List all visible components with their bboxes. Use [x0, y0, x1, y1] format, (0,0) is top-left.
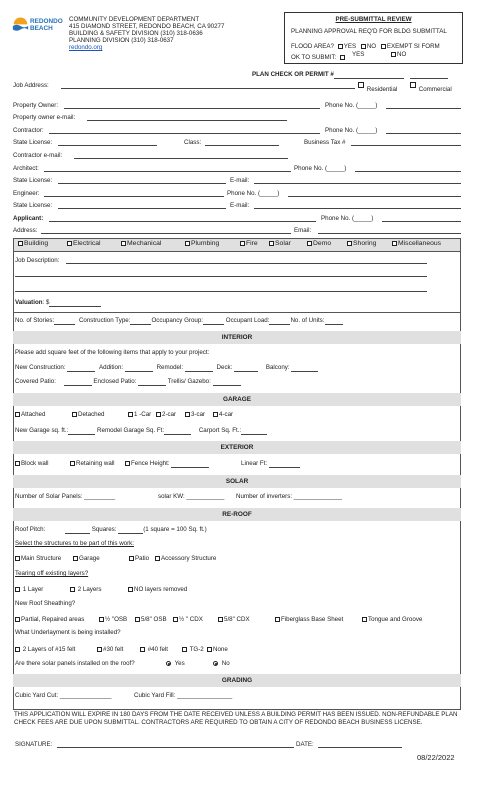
architect-email-input[interactable]: [254, 178, 461, 184]
structure-label: Main Structure: [21, 555, 62, 563]
squares-note: (1 square = 100 Sq. ft.): [143, 526, 207, 533]
structure-checkbox[interactable]: [15, 556, 20, 561]
underlayment-checkbox[interactable]: [97, 647, 102, 652]
deck-input[interactable]: [234, 366, 258, 372]
interior-row2: [15, 379, 241, 386]
work-type-plumbing[interactable]: [185, 240, 219, 248]
linear-ft-label: Linear Ft:: [241, 460, 268, 467]
ok-submit-row: [291, 55, 346, 62]
sheathing-checkbox[interactable]: [173, 617, 178, 622]
contractor-phone-label: Phone No. (_____): [325, 127, 378, 134]
underlayment-40[interactable]: [140, 647, 168, 654]
interior-row1: [15, 365, 318, 372]
sheathing-label: 5/8" CDX: [224, 616, 250, 624]
trellis-label: Trellis/ Gazebo:: [167, 378, 211, 385]
expiration-notice: THIS APPLICATION WILL EXPIRE IN 180 DAYS FROM THE DATE RECEIVED UNLESS A BUILDING PERMIT HAS BEEN ISSUED. NON-REFUNDABLE PLAN CHECK FEES ARE DUE UPON SUBMITTAL. CONTRACTORS ARE REQUIRED TO OBTAIN A CITY OF REDONDO BEACH BUSINESS LICENSE.: [14, 711, 458, 727]
applicant-email-input[interactable]: [318, 228, 461, 234]
engineer-phone-label: Phone No. (_____): [227, 190, 280, 197]
work-type-shoring[interactable]: [347, 240, 376, 248]
residential-label: Residential: [366, 86, 398, 93]
sheathing-half-osb[interactable]: [99, 617, 127, 624]
occupancy-group-label: Occupancy Group:: [151, 317, 204, 324]
structure-main[interactable]: [15, 556, 61, 563]
layers-2[interactable]: [70, 587, 101, 594]
three-car-label: 3-car: [191, 411, 206, 419]
org-name-line2: BEACH: [30, 25, 53, 32]
work-type-checkbox[interactable]: [67, 241, 72, 246]
underlayment-checkbox[interactable]: [207, 647, 212, 652]
flood-yes-checkbox[interactable]: [338, 44, 343, 49]
work-type-label: Electrical: [73, 240, 101, 247]
structure-accessory[interactable]: [155, 556, 216, 563]
linear-ft-input[interactable]: [269, 462, 300, 468]
reroof-header: RE-ROOF: [13, 508, 461, 521]
class-input[interactable]: [205, 140, 279, 146]
architect-license-input[interactable]: [58, 178, 226, 184]
solar-kw: solar KW: ___________: [158, 493, 225, 500]
architect-license-label: State License:: [13, 177, 53, 184]
planning-division: PLANNING DIVISION (310) 318-0637: [69, 37, 174, 44]
structure-label: Patio: [135, 555, 150, 563]
squares-input[interactable]: [118, 528, 143, 534]
contractor-email-input[interactable]: [74, 153, 288, 159]
structure-checkbox[interactable]: [155, 556, 160, 561]
remodel-label: Remodel:: [156, 364, 184, 371]
ok-no-label: NO: [397, 51, 407, 59]
occupant-load-label: Occupant Load:: [225, 317, 270, 324]
building-division: BUILDING & SAFETY DIVISION (310) 318-0636: [69, 30, 203, 37]
layer-label: 1 Layer: [22, 586, 44, 594]
stories-label: No. of Stories:: [15, 317, 55, 324]
four-car-label: 4-car: [219, 411, 234, 419]
work-type-checkbox[interactable]: [347, 241, 352, 246]
stats-row: [15, 318, 343, 325]
sheathing-fiberglass[interactable]: [275, 617, 343, 624]
construction-type-label: Construction Type:: [78, 317, 131, 324]
plan-check-input[interactable]: [334, 73, 404, 79]
flood-area-row: [291, 44, 440, 51]
layer-checkbox[interactable]: [15, 587, 20, 592]
work-type-fire[interactable]: [240, 240, 258, 248]
solar-roof-question: Are there solar panels installed on the roof?: [15, 660, 135, 667]
contractor-phone-input[interactable]: [386, 128, 461, 134]
engineer-license-input[interactable]: [58, 203, 226, 209]
block-wall-checkbox[interactable]: [15, 461, 20, 466]
yes-radio[interactable]: [166, 661, 171, 666]
work-type-label: Solar: [275, 240, 291, 247]
underlayment-label: What Underlayment is being installed?: [15, 629, 121, 636]
sheathing-label: Tongue and Groove: [368, 616, 423, 624]
underlayment-15[interactable]: [15, 647, 75, 654]
planning-approval-text: PLANNING APPROVAL REQ'D FOR BLDG SUBMITTAL: [291, 28, 447, 35]
residential-option[interactable]: [358, 82, 397, 91]
structure-patio[interactable]: [129, 556, 149, 563]
interior-instruction: Please add square feet of the following items that apply to your project:: [15, 349, 210, 356]
work-type-building[interactable]: [18, 240, 48, 248]
tearing-off-label: Tearing off existing layers?: [15, 570, 89, 577]
new-construction-input[interactable]: [67, 366, 95, 372]
redondo-beach-logo: [12, 15, 29, 32]
linear-ft-row: [241, 461, 300, 468]
architect-phone-label: Phone No. (_____): [294, 165, 347, 172]
garage-1car[interactable]: [128, 412, 151, 419]
units-label: No. of Units:: [290, 317, 325, 324]
commercial-label: Commercial: [418, 86, 452, 93]
remodel-garage-label: Remodel Garage Sq. Ft:: [97, 427, 165, 434]
garage-2car[interactable]: [156, 412, 176, 419]
sheathing-58-osb[interactable]: [135, 617, 167, 624]
plan-check-label: PLAN CHECK OR PERMIT #: [252, 71, 334, 78]
balcony-label: Balcony:: [265, 364, 290, 371]
exterior-fence[interactable]: [125, 461, 209, 468]
exempt-checkbox[interactable]: [381, 44, 386, 49]
sheathing-label: Partial, Repaired areas: [21, 616, 85, 624]
job-description-label: Job Description:: [15, 257, 60, 264]
valuation-input[interactable]: [49, 301, 101, 307]
attached-label: Attached: [21, 411, 46, 419]
solar-roof-no[interactable]: [213, 661, 230, 668]
solar-panels: Number of Solar Panels: _________: [15, 493, 116, 500]
engineer-license-label: State License:: [13, 202, 53, 209]
squares-label: Squares:: [91, 526, 117, 533]
engineer-phone-input[interactable]: [288, 191, 461, 197]
job-description-line2[interactable]: [15, 271, 427, 277]
architect-input[interactable]: [44, 166, 291, 172]
applicant-email-label: Email:: [294, 227, 312, 234]
contractor-input[interactable]: [49, 128, 320, 134]
valuation-row: [15, 300, 101, 307]
solar-inverters: Number of inverters: ______________: [236, 493, 342, 500]
ok-yes-label: YES: [352, 51, 365, 58]
underlayment-option-label: 2 Layers of #15 felt: [22, 646, 76, 654]
three-car-checkbox[interactable]: [185, 412, 190, 417]
work-type-checkbox[interactable]: [185, 241, 190, 246]
signature-label: SIGNATURE:: [15, 741, 53, 748]
commercial-option[interactable]: [410, 82, 452, 91]
roof-pitch-input[interactable]: [65, 528, 90, 534]
work-type-label: Miscellaneous: [398, 240, 442, 247]
website-link[interactable]: redondo.org: [69, 44, 103, 51]
plan-check-row: [252, 72, 448, 79]
balcony-input[interactable]: [291, 366, 318, 372]
retaining-wall-label: Retaining wall: [76, 460, 115, 468]
garage-detached[interactable]: [72, 412, 105, 419]
retaining-wall-checkbox[interactable]: [70, 461, 75, 466]
flood-yes-label: YES: [343, 43, 357, 51]
job-address-input[interactable]: [61, 83, 355, 89]
engineer-label: Engineer:: [13, 190, 40, 197]
one-car-checkbox[interactable]: [128, 412, 133, 417]
work-type-checkbox[interactable]: [307, 241, 312, 246]
exterior-header: EXTERIOR: [13, 441, 461, 454]
form-revision-date: 08/22/2022: [417, 753, 455, 762]
ok-no-checkbox[interactable]: [391, 52, 396, 57]
exempt-label: EXEMPT SI FORM: [386, 43, 440, 51]
occupancy-group-input[interactable]: [203, 319, 224, 325]
structure-checkbox[interactable]: [73, 556, 78, 561]
work-type-mechanical[interactable]: [121, 240, 161, 248]
cubic-yard-cut: Cubic Yard Cut: _______________: [15, 692, 112, 699]
fence-height-input[interactable]: [171, 462, 209, 468]
business-tax-label: Business Tax #: [304, 139, 346, 146]
contractor-license-label: State License:: [13, 139, 53, 146]
engineer-email-label: E-mail:: [230, 202, 250, 209]
engineer-input[interactable]: [44, 191, 224, 197]
underlayment-checkbox[interactable]: [182, 647, 187, 652]
stories-input[interactable]: [54, 319, 75, 325]
applicant-phone-input[interactable]: [382, 216, 461, 222]
valuation-label: Valuation: [15, 299, 43, 306]
new-garage-label: New Garage sq. ft.:: [15, 427, 69, 434]
work-type-checkbox[interactable]: [269, 241, 274, 246]
sheathing-checkbox[interactable]: [99, 617, 104, 622]
garage-attached[interactable]: [15, 412, 45, 419]
underlayment-none[interactable]: [207, 647, 228, 654]
deck-label: Deck:: [216, 364, 233, 371]
new-construction-label: New Construction:: [15, 364, 66, 371]
owner-phone-input[interactable]: [386, 103, 461, 109]
work-type-label: Fire: [246, 240, 258, 247]
garage-3car[interactable]: [185, 412, 205, 419]
no-label: No: [221, 660, 230, 668]
units-input[interactable]: [325, 319, 343, 325]
underlayment-option-label: #30 felt: [103, 646, 124, 654]
roof-pitch-row: [15, 527, 207, 534]
exterior-retaining-wall[interactable]: [70, 461, 115, 468]
contractor-license-input[interactable]: [58, 140, 157, 146]
work-type-checkbox[interactable]: [18, 241, 23, 246]
enclosed-patio-input[interactable]: [138, 380, 166, 386]
sheathing-label: Fiberglass Base Sheet: [281, 616, 344, 624]
solar-header: SOLAR: [13, 475, 461, 488]
sheathing-label: ½ " CDX: [179, 616, 203, 624]
sheathing-checkbox[interactable]: [218, 617, 223, 622]
solar-roof-yes[interactable]: [166, 661, 185, 668]
underlayment-option-label: #40 felt: [147, 646, 169, 654]
structure-label: Accessory Structure: [161, 555, 217, 563]
work-type-label: Building: [24, 240, 49, 247]
garage-header: GARAGE: [13, 393, 461, 406]
work-type-label: Demo: [313, 240, 332, 247]
sheathing-partial[interactable]: [15, 617, 84, 624]
work-type-solar[interactable]: [269, 240, 291, 248]
occupant-load-input[interactable]: [269, 319, 290, 325]
work-type-label: Mechanical: [127, 240, 162, 247]
exterior-block-wall[interactable]: [15, 461, 49, 468]
layer-checkbox[interactable]: [70, 587, 75, 592]
one-car-label: 1 -Car: [134, 411, 152, 419]
carport-label: Carport Sq. Ft.:: [198, 427, 242, 434]
dept-address: 415 DIAMOND STREET, REDONDO BEACH, CA 90277: [69, 23, 225, 30]
work-type-label: Plumbing: [191, 240, 220, 247]
sheathing-58-cdx[interactable]: [218, 617, 250, 624]
interior-header: INTERIOR: [13, 331, 461, 344]
sheathing-half-cdx[interactable]: [173, 617, 203, 624]
org-name-line1: REDONDO: [30, 18, 63, 25]
two-car-checkbox[interactable]: [156, 412, 161, 417]
applicant-phone-label: Phone No. (_____): [321, 215, 374, 222]
ok-yes-checkbox[interactable]: [340, 55, 345, 60]
addition-label: Addition:: [99, 364, 124, 371]
owner-email-label: Property owner e-mail:: [13, 114, 76, 121]
cubic-yard-fill: Cubic Yard Fill: ________________: [134, 692, 233, 699]
two-car-label: 2-car: [162, 411, 177, 419]
job-address-label: Job Address:: [13, 82, 49, 89]
layer-label: 2 Layers: [77, 586, 102, 594]
sheathing-label: 5/8" OSB: [141, 616, 167, 624]
underlayment-checkbox[interactable]: [140, 647, 145, 652]
roof-pitch-label: Roof Pitch:: [15, 526, 46, 533]
trellis-input[interactable]: [213, 380, 241, 386]
sheathing-checkbox[interactable]: [15, 617, 20, 622]
ok-submit-label: OK TO SUBMIT:: [291, 54, 337, 62]
new-sheathing-label: New Roof Sheathing?: [15, 600, 76, 607]
sheathing-checkbox[interactable]: [135, 617, 140, 622]
work-type-checkbox[interactable]: [121, 241, 126, 246]
work-type-checkbox[interactable]: [240, 241, 245, 246]
layers-1[interactable]: [15, 587, 43, 594]
plan-check-input-2[interactable]: [410, 73, 448, 79]
contractor-label: Contractor:: [13, 127, 44, 134]
sheathing-checkbox[interactable]: [362, 617, 367, 622]
work-type-misc[interactable]: [392, 240, 441, 248]
work-type-electrical[interactable]: [67, 240, 101, 248]
underlayment-option-label: None: [213, 646, 228, 654]
work-type-demo[interactable]: [307, 240, 331, 248]
no-radio[interactable]: [213, 661, 218, 666]
yes-label: Yes: [174, 660, 185, 668]
architect-email-label: E-mail:: [230, 177, 250, 184]
attached-checkbox[interactable]: [15, 412, 20, 417]
applicant-input[interactable]: [49, 216, 316, 222]
engineer-email-input[interactable]: [254, 203, 461, 209]
commercial-checkbox[interactable]: [410, 82, 416, 88]
business-tax-input[interactable]: [351, 140, 461, 146]
flood-no-label: NO: [366, 43, 377, 51]
garage-4car[interactable]: [213, 412, 233, 419]
flood-area-label: FLOOD AREA?: [291, 43, 334, 51]
structure-garage[interactable]: [73, 556, 100, 563]
addition-input[interactable]: [125, 366, 153, 372]
underlayment-option-label: TG-2: [189, 646, 204, 654]
detached-label: Detached: [78, 411, 105, 419]
job-description-line3[interactable]: [15, 286, 427, 292]
applicant-label: Applicant:: [13, 215, 44, 222]
remodel-garage-input[interactable]: [164, 429, 191, 435]
residential-checkbox[interactable]: [358, 82, 364, 88]
property-owner-label: Property Owner:: [13, 102, 59, 109]
underlayment-checkbox[interactable]: [15, 647, 20, 652]
select-structures-label: Select the structures to be part of this work:: [15, 540, 134, 547]
covered-patio-input[interactable]: [64, 380, 92, 386]
construction-type-input[interactable]: [130, 319, 151, 325]
structure-label: Garage: [79, 555, 100, 563]
garage-sqft-row: [15, 428, 267, 435]
date-input[interactable]: [318, 742, 402, 748]
flood-no-checkbox[interactable]: [361, 44, 366, 49]
work-type-label: Shoring: [353, 240, 377, 247]
layer-checkbox[interactable]: [128, 587, 133, 592]
enclosed-patio-label: Enclosed Patio:: [93, 378, 137, 385]
grading-header: GRADING: [13, 674, 461, 687]
sheathing-tongue-groove[interactable]: [362, 617, 422, 624]
architect-label: Architect:: [13, 165, 39, 172]
job-description-line1[interactable]: [66, 258, 427, 264]
underlayment-tg2[interactable]: [182, 647, 204, 654]
divider: [13, 312, 461, 313]
date-label: DATE:: [296, 741, 314, 748]
valuation-prefix: : $: [42, 299, 50, 306]
owner-email-input[interactable]: [87, 115, 287, 121]
sheathing-label: ½ "OSB: [105, 616, 128, 624]
carport-input[interactable]: [241, 429, 267, 435]
property-owner-input[interactable]: [64, 103, 320, 109]
underlayment-30[interactable]: [97, 647, 123, 654]
signature-input[interactable]: [57, 742, 294, 748]
address-input[interactable]: [41, 228, 291, 234]
four-car-checkbox[interactable]: [213, 412, 218, 417]
layer-label: NO layers removed: [134, 586, 188, 594]
fence-checkbox[interactable]: [125, 461, 130, 466]
dept-name: COMMUNITY DEVELOPMENT DEPARTMENT: [69, 16, 200, 23]
class-label: Class:: [184, 139, 202, 146]
new-garage-input[interactable]: [68, 429, 95, 435]
pre-submittal-title: PRE-SUBMITTAL REVIEW: [335, 16, 412, 23]
work-type-checkbox[interactable]: [392, 241, 397, 246]
architect-phone-input[interactable]: [355, 166, 461, 172]
sheathing-checkbox[interactable]: [275, 617, 280, 622]
covered-patio-label: Covered Patio:: [15, 378, 56, 385]
ok-no-group: [391, 52, 406, 59]
contractor-email-label: Contractor e-mail:: [13, 152, 63, 159]
address-label: Address:: [13, 227, 38, 234]
remodel-input[interactable]: [185, 366, 213, 372]
layers-none[interactable]: [128, 587, 187, 594]
block-wall-label: Block wall: [21, 460, 49, 468]
detached-checkbox[interactable]: [72, 412, 77, 417]
owner-phone-label: Phone No. (_____): [325, 102, 378, 109]
fence-height-label: Fence Height:: [131, 460, 170, 468]
structure-checkbox[interactable]: [129, 556, 134, 561]
